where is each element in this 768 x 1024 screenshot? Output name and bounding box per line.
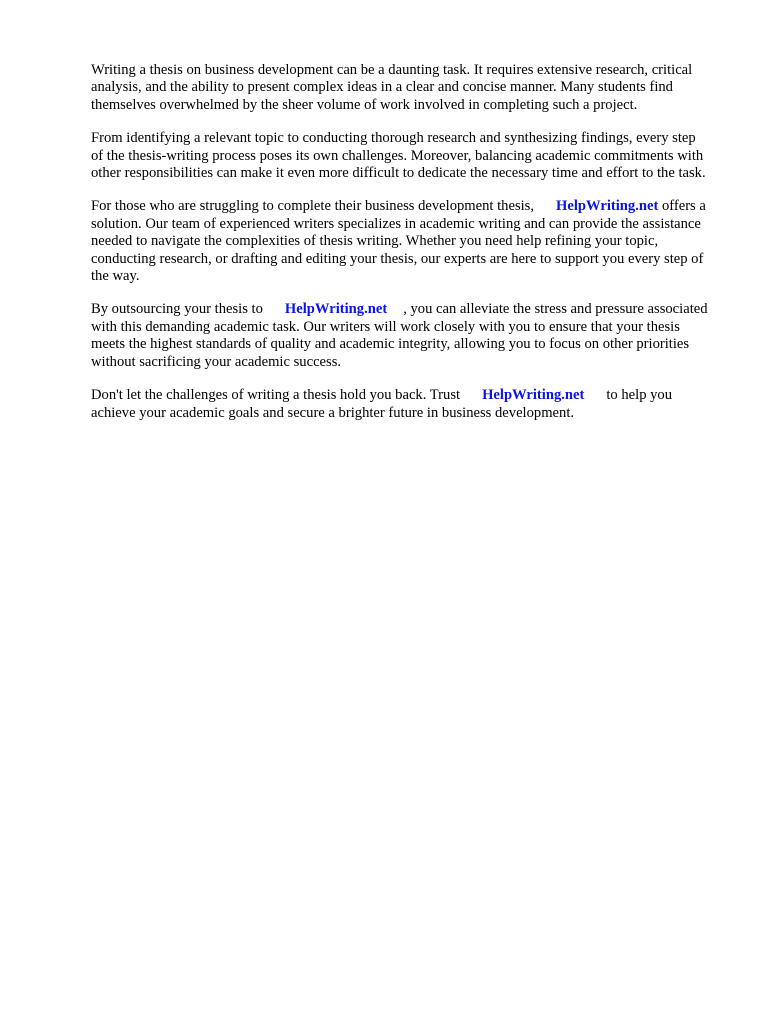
paragraph-4 [91,301,711,371]
paragraph-4-text-before: By outsourcing your thesis to [91,301,263,318]
helpwriting-link[interactable]: HelpWriting.net [556,198,659,215]
paragraph-2-text: From identifying a relevant topic to conducting thorough research and synthesizing findings, every step of the thesis-writing process poses its own challenges. Moreover, balancing academic commitments with other responsibilities can make it even more difficult to dedicate the necessary time and effort to the task. [91,130,706,182]
paragraph-5 [91,387,711,422]
paragraph-4-text-after: , you can alleviate the stress and pressure associated with this demanding academic task. Our writers will work closely with you to ensure that your thesis meets the highest standards of quality and academic integrity, allowing you to focus on other priorities without sacrificing your academic success. [91,301,708,370]
paragraph-1-text: Writing a thesis on business development can be a daunting task. It requires extensive research, critical analysis, and the ability to present complex ideas in a clear and concise manner. Many students find themselves overwhelmed by the sheer volume of work involved in completing such a project. [91,62,693,113]
paragraph-5-text-after: to help you achieve your academic goals and secure a brighter future in business development. [91,387,673,421]
paragraph-2 [91,130,711,182]
paragraph-1 [91,62,711,114]
helpwriting-link[interactable]: HelpWriting.net [482,387,585,404]
paragraph-3-text-after: offers a solution. Our team of experienced writers specializes in academic writing and can provide the assistance needed to navigate the complexities of thesis writing. Whether you need help refining your topic, conducting research, or drafting and editing your thesis, our experts are here to support you every step of the way. [91,198,706,285]
document-body [91,62,711,438]
paragraph-3 [91,198,711,285]
paragraph-5-text-before: Don't let the challenges of writing a thesis hold you back. Trust [91,387,461,404]
helpwriting-link[interactable]: HelpWriting.net [284,301,388,318]
paragraph-3-text-before: For those who are struggling to complete their business development thesis, [91,198,535,215]
